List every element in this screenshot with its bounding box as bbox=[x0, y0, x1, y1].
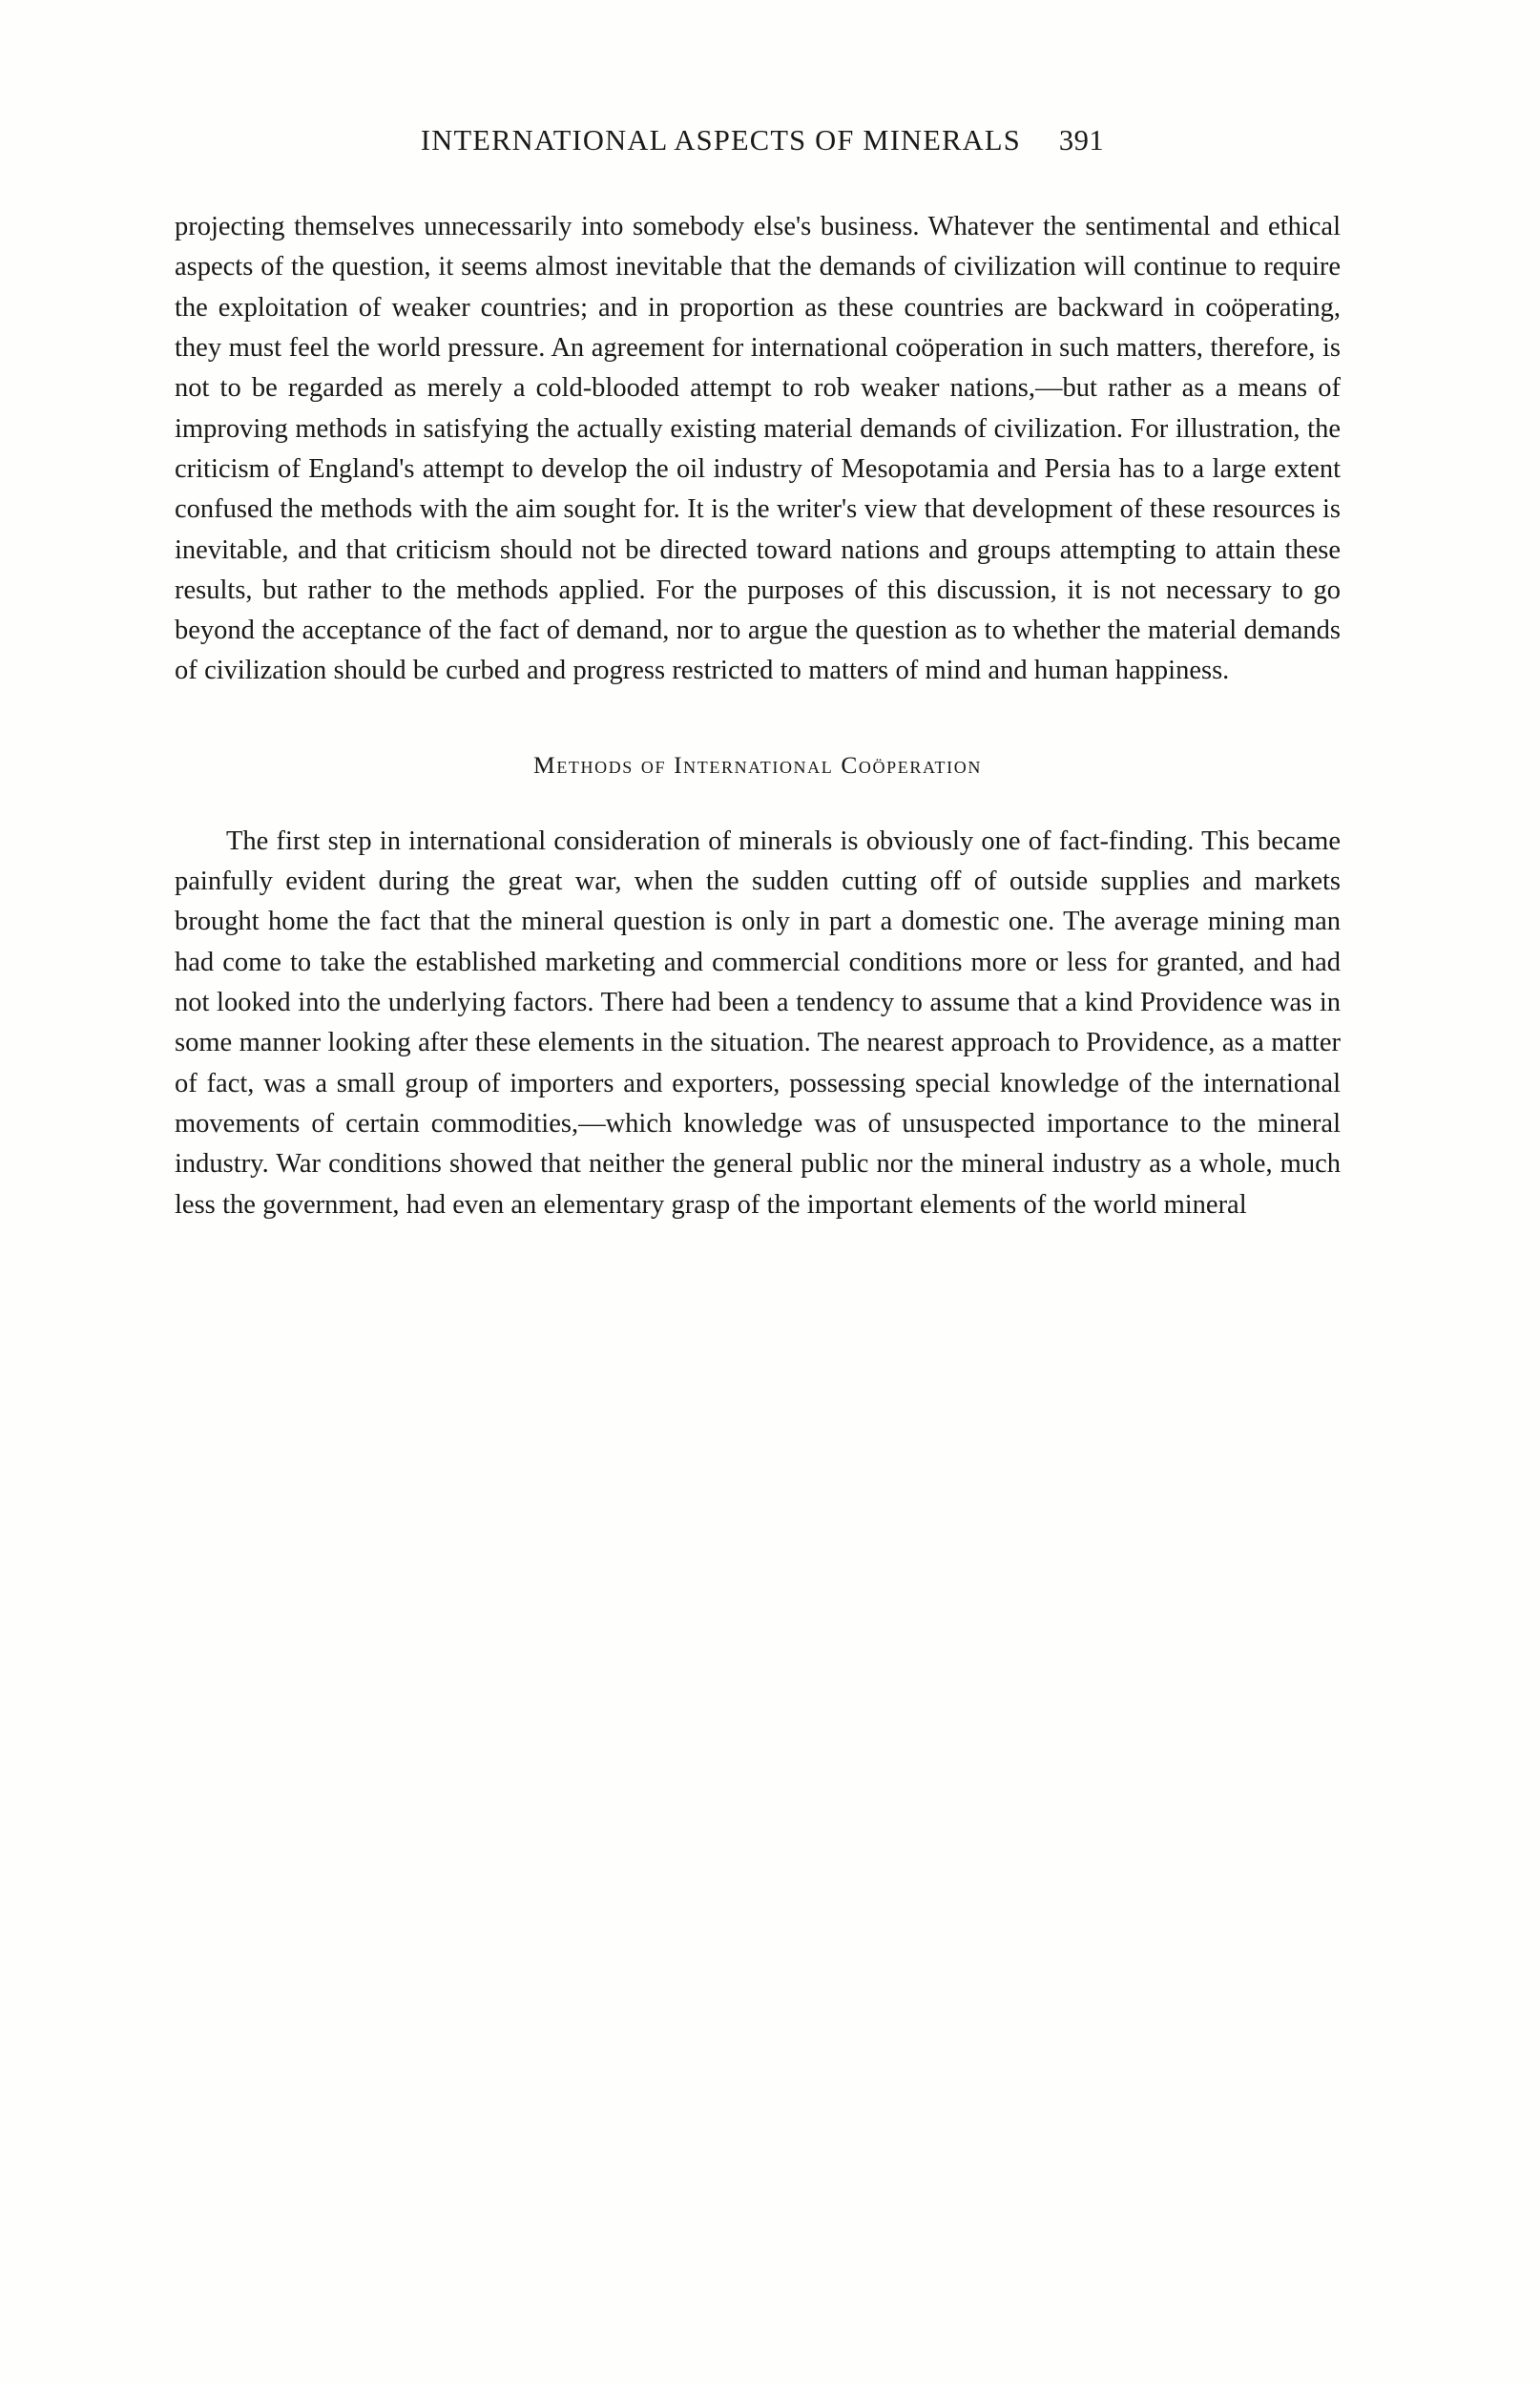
running-head-title: INTERNATIONAL ASPECTS OF MINERALS bbox=[420, 124, 1021, 157]
page-number: 391 bbox=[1058, 124, 1105, 157]
paragraph-2: The first step in international consideration of minerals is obviously one of fact-finding. This became painfully evident during the great war, when the sudden cutting off of outside supplies and markets brought home the fact that the mineral question is only in part a domestic one. The average mining man had come to take the established marketing and commercial conditions more or less for granted, and had not looked into the underlying factors. There had been a tendency to assume that a kind Providence was in some manner looking after these elements in the situation. The nearest approach to Providence, as a matter of fact, was a small group of importers and exporters, possessing special knowledge of the international movements of certain commodities,—which knowledge was of unsuspected importance to the mineral industry. War conditions showed that neither the general public nor the mineral industry as a whole, much less the government, had even an elementary grasp of the important elements of the world mineral bbox=[175, 826, 1341, 1220]
page-content bbox=[175, 124, 1341, 1225]
section-heading: Methods of International Coöperation bbox=[533, 750, 982, 779]
paragraph-1: projecting themselves unnecessarily into somebody else's business. Whatever the sentimental and ethical aspects of the question, it seems almost inevitable that the demands of civilization will continue to require the exploitation of weaker countries; and in proportion as these countries are backward in coöperating, they must feel the world pressure. An agreement for international coöperation in such matters, therefore, is not to be regarded as merely a cold-blooded attempt to rob weaker nations,—but rather as a means of improving methods in satisfying the actually existing material demands of civilization. For illustration, the criticism of England's attempt to develop the oil industry of Mesopotamia and Persia has to a large extent confused the methods with the aim sought for. It is the writer's view that development of these resources is inevitable, and that criticism should not be directed toward nations and groups attempting to attain these results, but rather to the methods applied. For the purposes of this discussion, it is not necessary to go beyond the acceptance of the fact of demand, nor to argue the question as to whether the material demands of civilization should be curbed and progress restricted to matters of mind and human happiness. bbox=[175, 212, 1341, 686]
running-head bbox=[175, 124, 1341, 157]
